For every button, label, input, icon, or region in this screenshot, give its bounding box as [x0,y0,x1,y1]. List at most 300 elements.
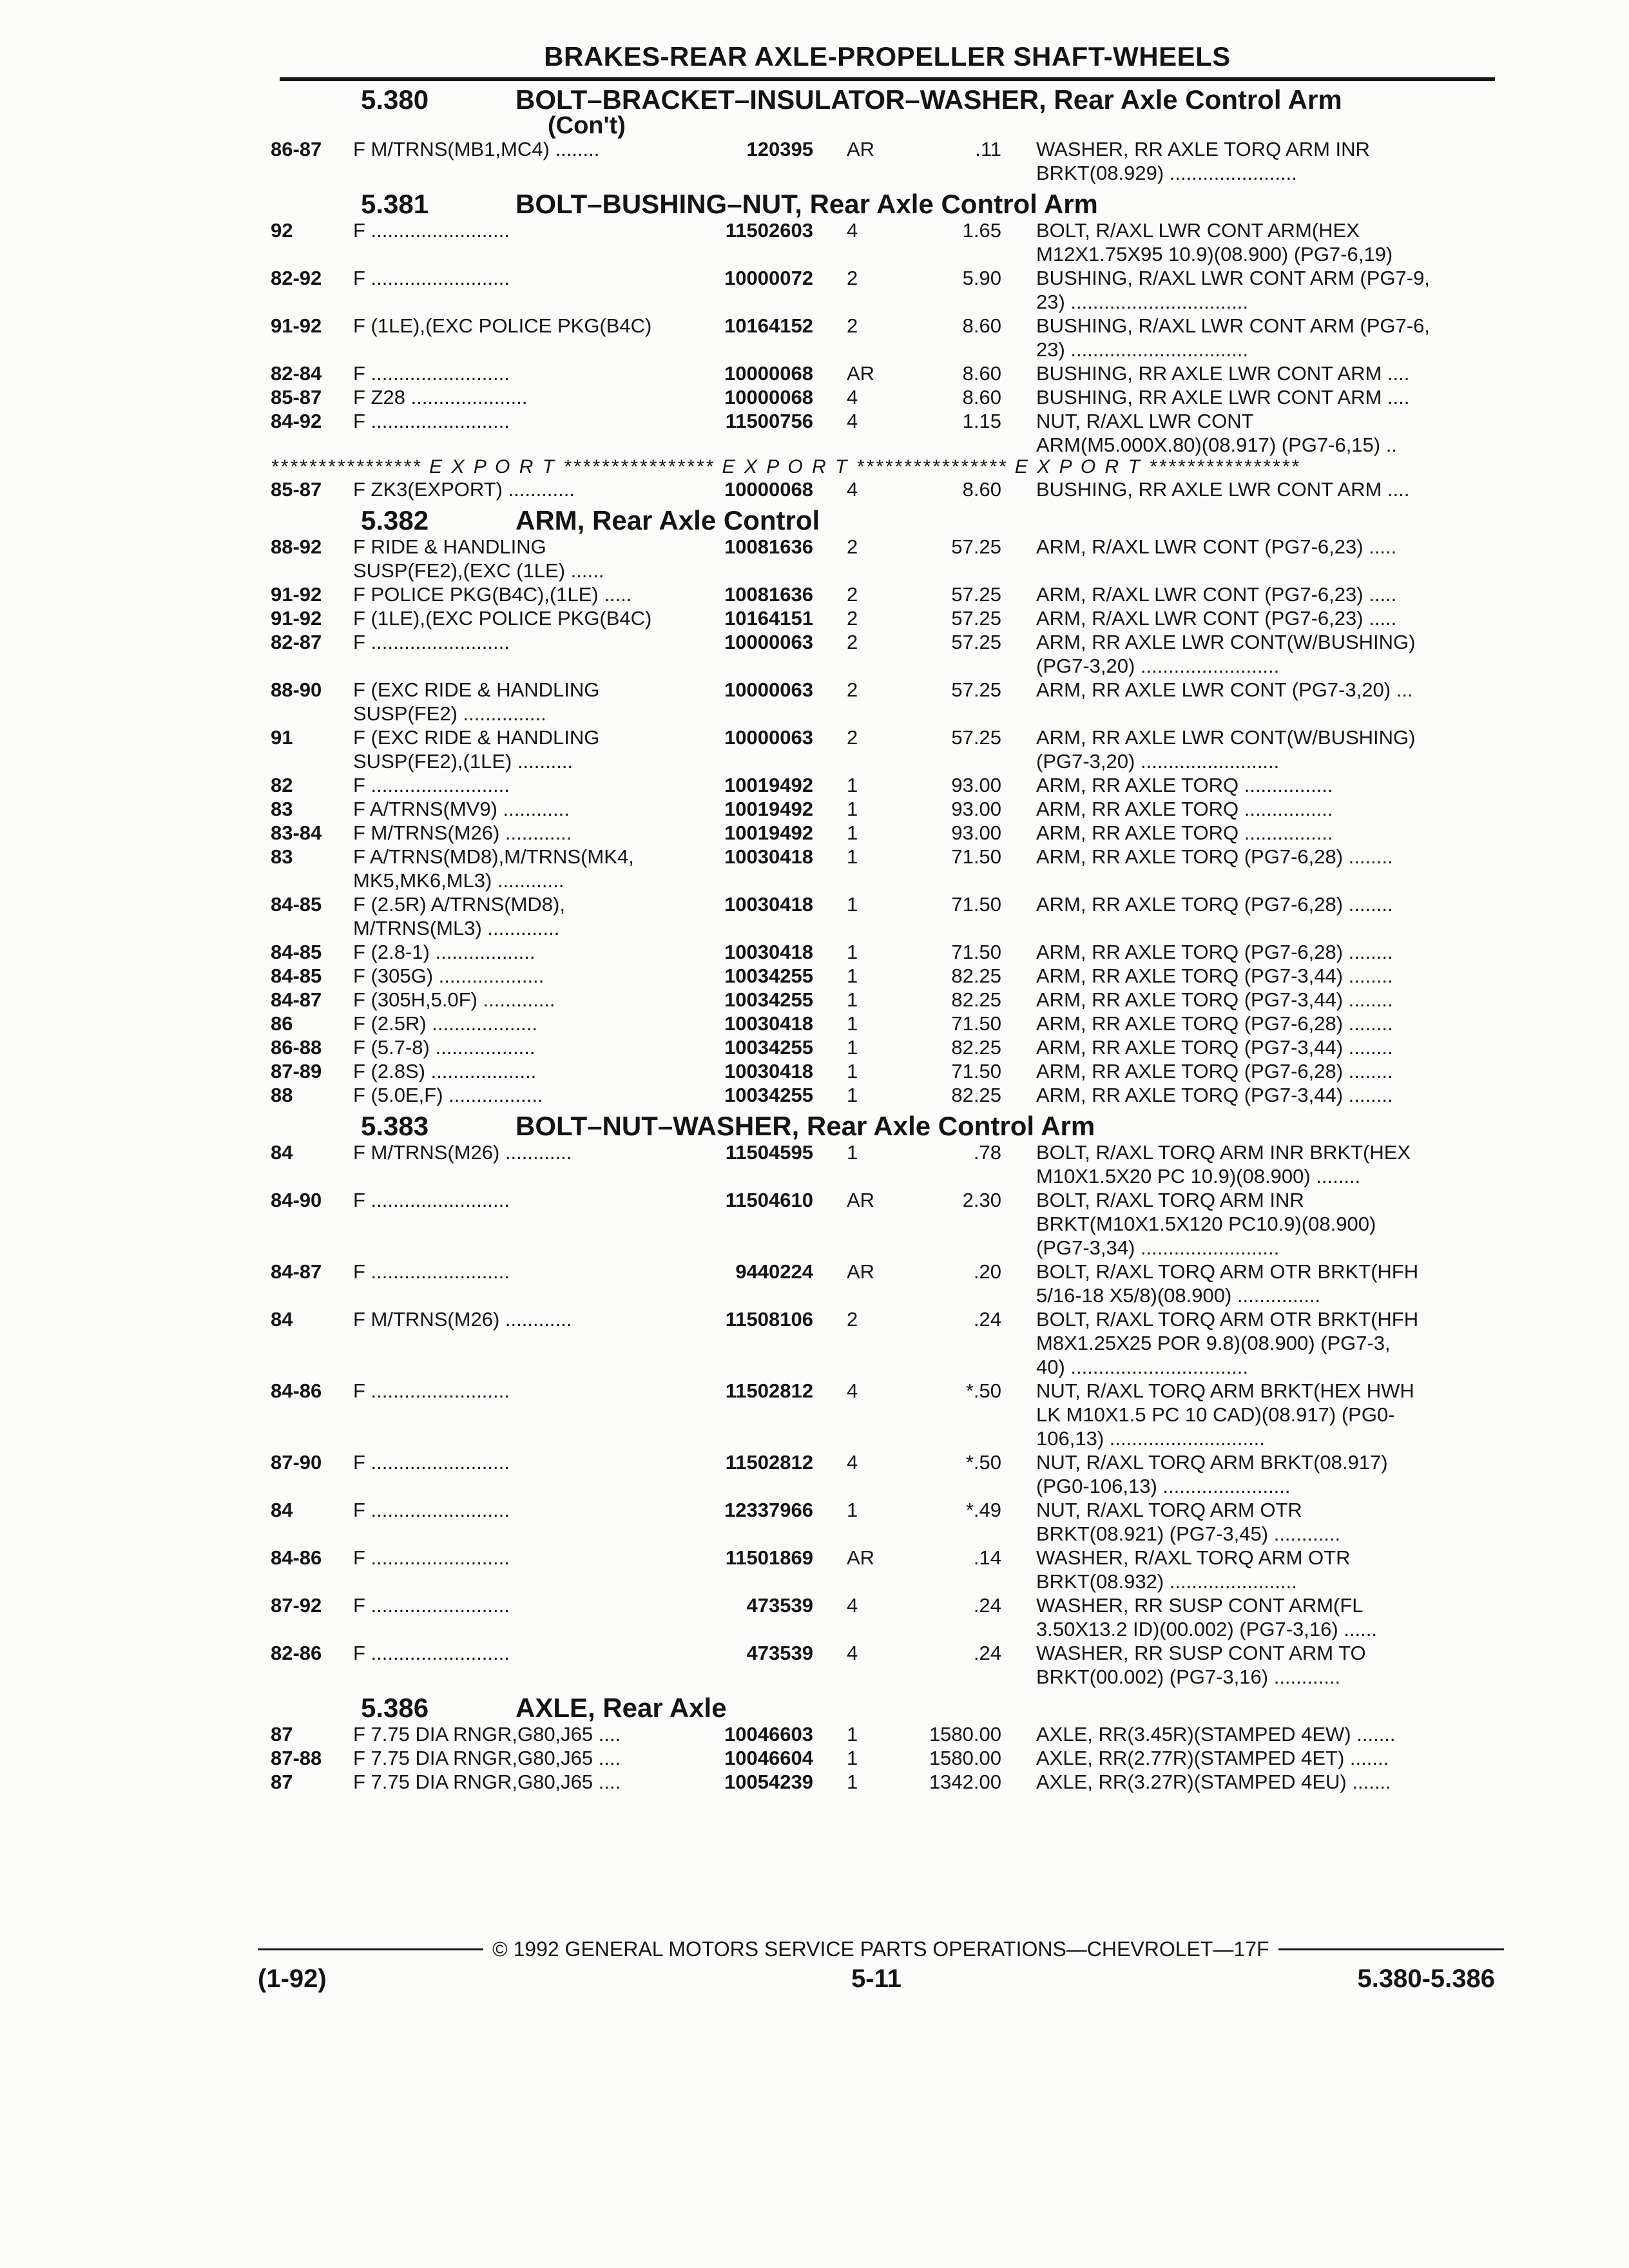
part-number: 10081636 [724,535,813,558]
price: 93.00 [951,774,1001,796]
table-row [271,1307,1501,1379]
table-row [271,773,1501,797]
application: F ......................... [353,1451,510,1474]
table-row [271,630,1501,678]
quantity: 2 [847,678,858,701]
quantity: 4 [847,1379,858,1402]
price: 8.60 [962,314,1001,337]
application: F ......................... [353,1260,510,1283]
quantity: 1 [847,1141,858,1164]
model-years: 84-86 [271,1379,322,1402]
quantity: 2 [847,267,858,289]
price: 57.25 [951,726,1001,749]
section-heading [361,1694,1469,1722]
part-number: 473539 [746,1642,813,1664]
model-years: 87-89 [271,1060,322,1082]
section-subtitle: (Con't) [548,112,626,139]
part-description: NUT, R/AXL TORQ ARM BRKT(08.917) (PG0-106,13) ....................... [1036,1451,1388,1497]
part-description: ARM, RR AXLE TORQ (PG7-3,44) ........ [1036,988,1393,1011]
part-number: 10164152 [724,314,813,337]
part-description: WASHER, RR SUSP CONT ARM TO BRKT(00.002) (PG7-3,16) ............ [1036,1642,1366,1688]
price: 57.25 [951,583,1001,606]
footer-rule-left [258,1948,483,1950]
table-row [271,1641,1501,1689]
quantity: 4 [847,1642,858,1664]
footer-copyright-line [258,1936,1495,1962]
part-number: 10030418 [724,1060,813,1082]
catalog-section [271,506,1495,1107]
application: F A/TRNS(MV9) ............ [353,798,570,820]
price: 1.65 [962,219,1001,242]
price: 1342.00 [929,1771,1001,1793]
table-row [271,582,1501,606]
price: 71.50 [951,893,1001,916]
part-description: ARM, RR AXLE TORQ (PG7-6,28) ........ [1036,941,1393,963]
application: F 7.75 DIA RNGR,G80,J65 .... [353,1747,621,1769]
table-row [271,821,1501,845]
part-number: 10030418 [724,893,813,916]
application: F A/TRNS(MD8),M/TRNS(MK4, MK5,MK6,ML3) ............ [353,845,634,892]
model-years: 87 [271,1771,293,1793]
quantity: 1 [847,1747,858,1769]
catalog-section [271,1112,1495,1689]
price: *.49 [965,1499,1001,1521]
quantity: 2 [847,535,858,558]
table-row [271,1379,1501,1450]
parts-catalog-content [271,81,1495,1794]
model-years: 91-92 [271,607,322,629]
model-years: 86-87 [271,138,322,160]
price: 1580.00 [929,1723,1001,1745]
model-years: 85-87 [271,478,322,501]
application: F (5.0E,F) ................. [353,1084,543,1106]
price: 82.25 [951,1084,1001,1106]
price: .11 [975,138,1001,160]
table-row [271,1450,1501,1498]
table-row [271,1188,1501,1260]
model-years: 82-84 [271,362,322,385]
model-years: 84-85 [271,893,322,916]
part-description: BUSHING, R/AXL LWR CONT ARM (PG7-6, 23) ................................ [1036,314,1430,361]
application: F (5.7-8) .................. [353,1036,535,1059]
model-years: 84 [271,1308,293,1331]
part-description: BOLT, R/AXL TORQ ARM OTR BRKT(HFH M8X1.25X25 POR 9.8)(08.900) (PG7-3, 40) ................................ [1036,1308,1419,1378]
page-title: BRAKES-REAR AXLE-PROPELLER SHAFT-WHEELS [544,41,1231,72]
part-description: AXLE, RR(3.45R)(STAMPED 4EW) ....... [1036,1723,1396,1745]
part-number: 10046603 [724,1723,813,1745]
application: F ......................... [353,410,510,432]
part-description: WASHER, RR AXLE TORQ ARM INR BRKT(08.929) ....................... [1036,138,1370,184]
section-title-text: BOLT–BUSHING–NUT, Rear Axle Control Arm [516,189,1098,219]
model-years: 92 [271,219,293,242]
application: F ......................... [353,1594,510,1617]
quantity: 2 [847,607,858,629]
model-years: 84-87 [271,1260,322,1283]
quantity: 1 [847,965,858,987]
part-number: 10030418 [724,1012,813,1035]
part-description: AXLE, RR(3.27R)(STAMPED 4EU) ....... [1036,1771,1391,1793]
application: F (EXC RIDE & HANDLING SUSP(FE2) ............... [353,678,600,725]
part-number: 10164151 [724,607,813,629]
model-years: 82-86 [271,1642,322,1664]
section-title [516,1112,1469,1140]
part-description: ARM, RR AXLE LWR CONT(W/BUSHING) (PG7-3,20) ......................... [1036,726,1416,773]
table-row [271,1140,1501,1188]
application: F ......................... [353,1546,510,1569]
table-row [271,1083,1501,1107]
price: *.50 [965,1451,1001,1474]
quantity: 1 [847,1499,858,1521]
part-number: 10034255 [724,965,813,987]
part-number: 10019492 [724,774,813,796]
quantity: 2 [847,726,858,749]
part-description: ARM, RR AXLE TORQ (PG7-6,28) ........ [1036,893,1393,916]
footer-section-range: 5.380-5.386 [1357,1965,1495,1993]
part-number: 10034255 [724,988,813,1011]
table-row [271,606,1501,630]
model-years: 87 [271,1723,293,1745]
application: F ......................... [353,1379,510,1402]
section-number: 5.381 [361,189,429,219]
section-heading [361,1112,1469,1140]
price: 57.25 [951,535,1001,558]
part-number: 11504595 [725,1141,813,1164]
price: 82.25 [951,1036,1001,1059]
part-description: BUSHING, RR AXLE LWR CONT ARM .... [1036,386,1410,408]
quantity: 2 [847,583,858,606]
model-years: 82-92 [271,267,322,289]
model-years: 85-87 [271,386,322,408]
price: 71.50 [951,1012,1001,1035]
price: 2.30 [962,1189,1001,1211]
quantity: 4 [847,1594,858,1617]
application: F ......................... [353,1642,510,1664]
part-number: 10000068 [724,386,813,408]
application: F POLICE PKG(B4C),(1LE) ..... [353,583,632,606]
application: F M/TRNS(M26) ............ [353,1141,572,1164]
model-years: 91 [271,726,293,749]
part-description: BOLT, R/AXL TORQ ARM INR BRKT(M10X1.5X120 PC10.9)(08.900) (PG7-3,34) ......................... [1036,1189,1376,1259]
quantity: 1 [847,1723,858,1745]
application: F M/TRNS(M26) ............ [353,1308,572,1331]
model-years: 91-92 [271,314,322,337]
quantity: 2 [847,1308,858,1331]
quantity: 2 [847,631,858,653]
application: F (2.8S) ................... [353,1060,537,1082]
footer-page-number: 5-11 [851,1965,901,1993]
quantity: 2 [847,314,858,337]
part-number: 12337966 [724,1499,813,1521]
part-description: ARM, RR AXLE TORQ (PG7-6,28) ........ [1036,1060,1393,1082]
model-years: 84 [271,1141,293,1164]
part-description: ARM, RR AXLE TORQ (PG7-3,44) ........ [1036,1036,1393,1059]
quantity: 1 [847,822,858,844]
section-title [516,506,1469,535]
table-row [271,1746,1501,1770]
model-years: 84-85 [271,965,322,987]
section-title-text: BOLT–BRACKET–INSULATOR–WASHER, Rear Axle Control Arm [516,84,1342,115]
catalog-section [271,190,1495,501]
application: F (2.8-1) .................. [353,941,535,963]
table-row [271,1546,1501,1593]
price: 57.25 [951,631,1001,653]
part-number: 11500756 [725,410,813,432]
part-number: 10034255 [724,1036,813,1059]
part-number: 11502812 [725,1451,813,1474]
application: F M/TRNS(M26) ............ [353,822,572,844]
model-years: 82-87 [271,631,322,653]
application: F (1LE),(EXC POLICE PKG(B4C) [353,607,652,629]
part-description: AXLE, RR(2.77R)(STAMPED 4ET) ....... [1036,1747,1389,1769]
part-description: NUT, R/AXL LWR CONT ARM(M5.000X.80)(08.917) (PG7-6,15) .. [1036,410,1397,456]
part-description: WASHER, RR SUSP CONT ARM(FL 3.50X13.2 ID)(00.002) (PG7-3,16) ...... [1036,1594,1377,1640]
price: 93.00 [951,798,1001,820]
table-row [271,726,1501,773]
part-description: BUSHING, RR AXLE LWR CONT ARM .... [1036,478,1410,501]
part-number: 11508106 [725,1308,813,1331]
price: .78 [973,1141,1001,1164]
section-title [516,86,1469,137]
application: F (305H,5.0F) ............. [353,988,555,1011]
model-years: 84-92 [271,410,322,432]
part-description: BOLT, R/AXL TORQ ARM OTR BRKT(HFH 5/16-18 X5/8)(08.900) ............... [1036,1260,1419,1307]
price: 1.15 [962,410,1001,432]
part-number: 120395 [746,138,813,160]
quantity: 4 [847,386,858,408]
table-row [271,1770,1501,1794]
part-number: 10000063 [724,726,813,749]
footer-date: (1-92) [258,1965,327,1993]
quantity: 1 [847,941,858,963]
quantity: 1 [847,1060,858,1082]
quantity: 1 [847,1012,858,1035]
part-description: BOLT, R/AXL TORQ ARM INR BRKT(HEX M10X1.5X20 PC 10.9)(08.900) ........ [1036,1141,1411,1187]
footer-copyright: © 1992 GENERAL MOTORS SERVICE PARTS OPERATIONS—CHEVROLET—17F [492,1937,1269,1961]
part-number: 10034255 [724,1084,813,1106]
quantity: AR [847,1546,875,1569]
catalog-section [271,1694,1495,1794]
application: F ......................... [353,774,510,796]
price: *.50 [965,1379,1001,1402]
model-years: 87-90 [271,1451,322,1474]
price: 93.00 [951,822,1001,844]
table-row [271,137,1501,185]
section-number: 5.382 [361,505,429,535]
part-number: 10000063 [724,678,813,701]
quantity: 1 [847,988,858,1011]
price: .14 [973,1546,1001,1569]
price: 82.25 [951,965,1001,987]
price: 57.25 [951,607,1001,629]
price: 8.60 [962,478,1001,501]
part-number: 10046604 [724,1747,813,1769]
quantity: 4 [847,219,858,242]
price: 71.50 [951,845,1001,868]
quantity: 1 [847,893,858,916]
model-years: 87-88 [271,1747,322,1769]
price: 8.60 [962,386,1001,408]
part-number: 9440224 [735,1260,813,1283]
section-number: 5.380 [361,84,429,115]
section-heading [361,86,1469,137]
part-number: 11501869 [725,1546,813,1569]
part-description: ARM, RR AXLE TORQ ................ [1036,798,1333,820]
application: F ......................... [353,1499,510,1521]
price: .24 [973,1642,1001,1664]
quantity: AR [847,362,875,385]
part-number: 10081636 [724,583,813,606]
table-row [271,385,1501,409]
table-row [271,1593,1501,1641]
table-row [271,477,1501,501]
table-row [271,1059,1501,1083]
price: .24 [973,1594,1001,1617]
section-heading [361,506,1469,535]
part-description: ARM, R/AXL LWR CONT (PG7-6,23) ..... [1036,607,1397,629]
quantity: 1 [847,1084,858,1106]
part-description: BUSHING, RR AXLE LWR CONT ARM .... [1036,362,1410,385]
model-years: 87-92 [271,1594,322,1617]
model-years: 88-90 [271,678,322,701]
export-divider: **************** E X P O R T **************** E X P O R T **************** E X P O R T **************** [271,457,1300,477]
application: F (2.5R) A/TRNS(MD8), M/TRNS(ML3) ............. [353,893,565,939]
part-description: ARM, R/AXL LWR CONT (PG7-6,23) ..... [1036,583,1397,606]
model-years: 88-92 [271,535,322,558]
quantity: 4 [847,478,858,501]
table-row [271,1498,1501,1546]
quantity: 1 [847,1771,858,1793]
page-header [280,39,1495,81]
application: F Z28 ..................... [353,386,528,408]
section-number: 5.383 [361,1111,429,1141]
table-row [271,845,1501,892]
price: 71.50 [951,941,1001,963]
model-years: 86 [271,1012,293,1035]
application: F ......................... [353,267,510,289]
model-years: 91-92 [271,583,322,606]
quantity: 1 [847,774,858,796]
table-row [271,218,1501,266]
application: F RIDE & HANDLING SUSP(FE2),(EXC (1LE) ...... [353,535,604,582]
model-years: 84-86 [271,1546,322,1569]
model-years: 82 [271,774,293,796]
part-number: 11502812 [725,1379,813,1402]
table-row [271,1260,1501,1307]
table-row [271,1035,1501,1059]
section-number: 5.386 [361,1693,429,1723]
model-years: 83 [271,798,293,820]
quantity: AR [847,1189,875,1211]
table-row [271,266,1501,314]
model-years: 84-85 [271,941,322,963]
part-description: ARM, RR AXLE TORQ (PG7-6,28) ........ [1036,845,1393,868]
catalog-section [271,86,1495,185]
part-number: 10030418 [724,941,813,963]
model-years: 86-88 [271,1036,322,1059]
table-row [271,1722,1501,1746]
part-description: NUT, R/AXL TORQ ARM OTR BRKT(08.921) (PG7-3,45) ............ [1036,1499,1341,1545]
application: F 7.75 DIA RNGR,G80,J65 .... [353,1771,621,1793]
part-description: ARM, RR AXLE TORQ (PG7-6,28) ........ [1036,1012,1393,1035]
model-years: 88 [271,1084,293,1106]
part-number: 10000063 [724,631,813,653]
price: .24 [973,1308,1001,1331]
part-number: 11502603 [725,219,813,242]
application: F ZK3(EXPORT) ............ [353,478,575,501]
model-years: 84-87 [271,988,322,1011]
part-number: 10000068 [724,362,813,385]
section-title-text: ARM, Rear Axle Control [516,505,820,535]
application: F ......................... [353,362,510,385]
part-number: 10000072 [724,267,813,289]
table-row [271,1012,1501,1035]
price: 82.25 [951,988,1001,1011]
quantity: AR [847,1260,875,1283]
quantity: 4 [847,410,858,432]
part-description: ARM, RR AXLE TORQ (PG7-3,44) ........ [1036,965,1393,987]
price: 57.25 [951,678,1001,701]
model-years: 83 [271,845,293,868]
part-description: ARM, RR AXLE LWR CONT(W/BUSHING) (PG7-3,20) ......................... [1036,631,1416,677]
part-description: ARM, RR AXLE LWR CONT (PG7-3,20) ... [1036,678,1413,701]
price: 71.50 [951,1060,1001,1082]
application: F ......................... [353,219,510,242]
section-title-text: AXLE, Rear Axle [516,1693,727,1723]
section-title-text: BOLT–NUT–WASHER, Rear Axle Control Arm [516,1111,1095,1141]
part-number: 11504610 [725,1189,813,1211]
part-number: 10030418 [724,845,813,868]
quantity: 1 [847,798,858,820]
table-row [271,988,1501,1012]
footer-rule-right [1278,1948,1504,1950]
section-title [516,1694,1469,1722]
part-description: ARM, RR AXLE TORQ ................ [1036,774,1333,796]
application: F ......................... [353,631,510,653]
table-row [271,964,1501,988]
table-row [271,314,1501,361]
table-row [271,535,1501,582]
part-number: 10019492 [724,822,813,844]
part-description: BUSHING, R/AXL LWR CONT ARM (PG7-9, 23) ................................ [1036,267,1430,313]
part-description: ARM, RR AXLE TORQ ................ [1036,822,1333,844]
quantity: 1 [847,1036,858,1059]
section-title [516,190,1469,218]
price: 8.60 [962,362,1001,385]
table-row [271,797,1501,821]
part-description: ARM, RR AXLE TORQ (PG7-3,44) ........ [1036,1084,1393,1106]
part-number: 10054239 [724,1771,813,1793]
quantity: 4 [847,1451,858,1474]
table-row [271,940,1501,964]
application: F (1LE),(EXC POLICE PKG(B4C) [353,314,652,337]
part-number: 473539 [746,1594,813,1617]
section-heading [361,190,1469,218]
application: F ......................... [353,1189,510,1211]
part-number: 10000068 [724,478,813,501]
part-description: NUT, R/AXL TORQ ARM BRKT(HEX HWH LK M10X1.5 PC 10 CAD)(08.917) (PG0- 106,13) ............................ [1036,1379,1414,1450]
part-description: WASHER, R/AXL TORQ ARM OTR BRKT(08.932) ....................... [1036,1546,1351,1593]
application: F (EXC RIDE & HANDLING SUSP(FE2),(1LE) .......... [353,726,600,773]
application: F (305G) ................... [353,965,545,987]
table-row [271,409,1501,457]
application: F 7.75 DIA RNGR,G80,J65 .... [353,1723,621,1745]
page-footer [258,1936,1495,1994]
part-number: 10019492 [724,798,813,820]
table-row [271,361,1501,385]
quantity: 1 [847,845,858,868]
part-description: ARM, R/AXL LWR CONT (PG7-6,23) ..... [1036,535,1397,558]
model-years: 84 [271,1499,293,1521]
